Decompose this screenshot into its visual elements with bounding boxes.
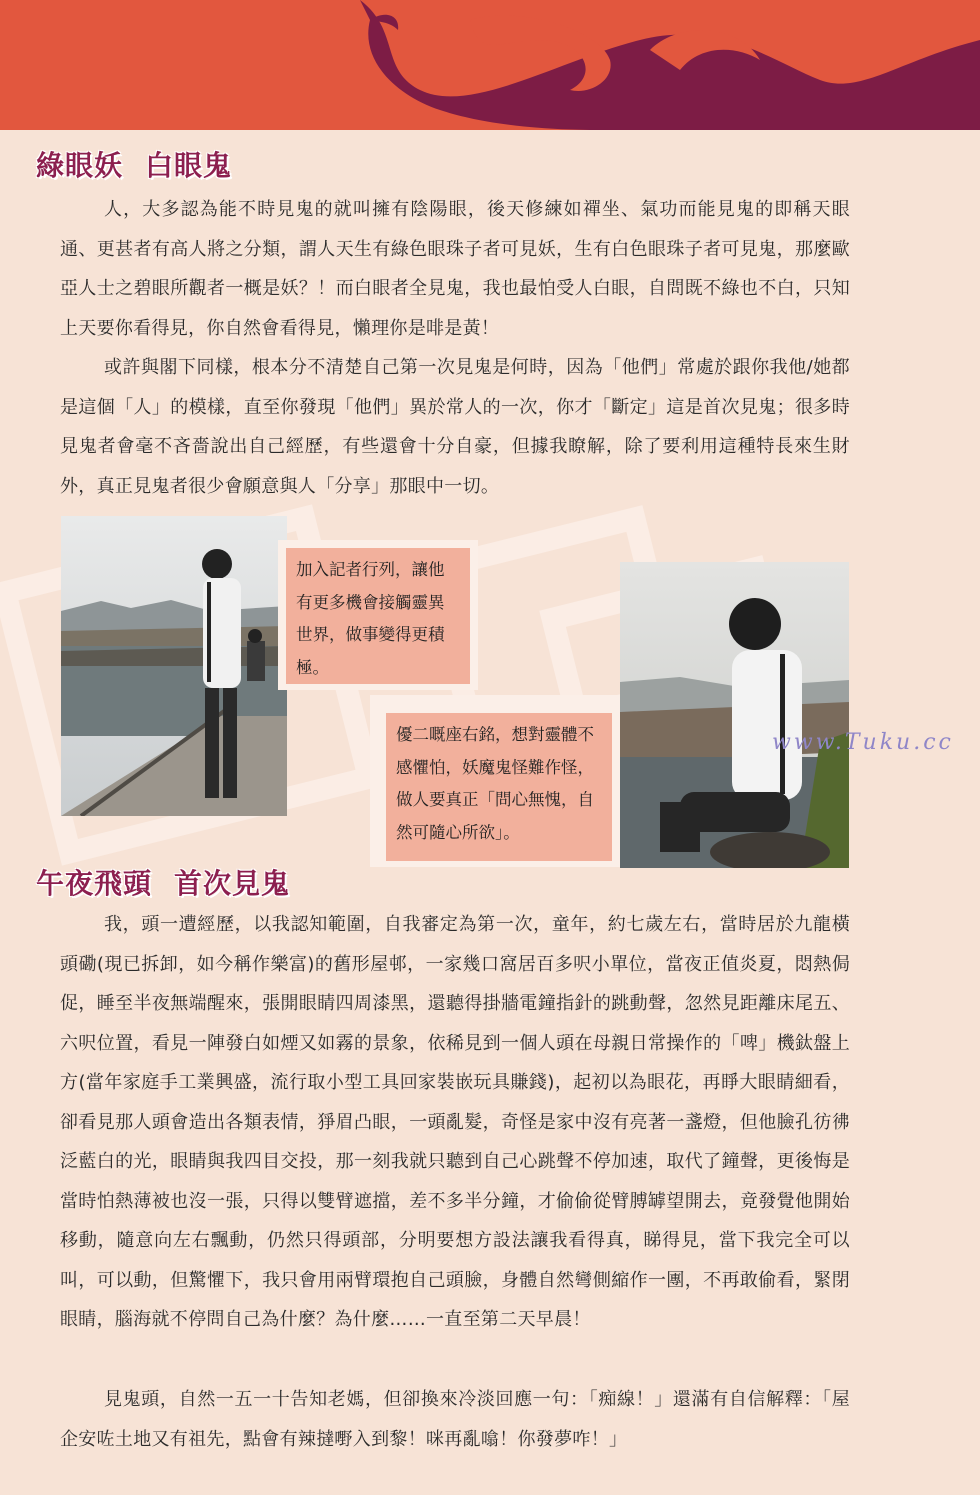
header-banner bbox=[0, 0, 980, 130]
section2-paragraph-1: 我，頭一遭經歷，以我認知範圍，自我審定為第一次，童年，約七歲左右，當時居於九龍橫頭磡(現已拆卸，如今稱作樂富)的舊形屋邨，一家幾口窩居百多呎小單位，當夜正值炎夏，悶熱侷促，睡至半夜無端醒來，張開眼睛四周漆黑，還聽得掛牆電鐘指針的跳動聲，忽然見距離床尾五、六呎位置，看見一陣發白如煙又如霧的景象，依稀見到一個人頭在母親日常操作的「啤」機鈦盤上方(當年家庭手工業興盛，流行取小型工具回家裝嵌玩具賺錢)，起初以為眼花，再睜大眼睛細看，卻看見那人頭會造出各類表情，猙眉凸眼，一頭亂髮，奇怪是家中沒有亮著一盞燈，但他臉孔彷彿泛藍白的光，眼睛與我四目交投，那一刻我就只聽到自己心跳聲不停加速，取代了鐘聲，更後悔是當時怕熱薄被也沒一張，只得以雙臂遮擋，差不多半分鐘，才偷偷從臂膊罅望開去，竟發覺他開始移動，隨意向左右飄動，仍然只得頭部，分明要想方設法讓我看得真，睇得見，當下我完全可以叫，可以動，但驚懼下，我只會用兩臂環抱自己頭臉，身體自然彎側縮作一團，不再敢偷看，緊閉眼睛，腦海就不停問自己為什麼？為什麼……一直至第二天早晨！ bbox=[60, 914, 850, 1330]
section1-paragraph-1: 人，大多認為能不時見鬼的就叫擁有陰陽眼，後天修練如禪坐、氣功而能見鬼的即稱天眼通、更甚者有高人將之分類，謂人天生有綠色眼珠子者可見妖，生有白色眼珠子者可見鬼，那麼歐亞人士之碧眼所觀者一概是妖？！而白眼者全見鬼，我也最怕受人白眼，自問既不綠也不白，只知上天要你看得見，你自然會看得見，懶理你是啡是黃！ bbox=[60, 199, 850, 339]
caption-2: 優二嘅座右銘，想對靈體不感懼怕，妖魔鬼怪難作怪，做人要真正「問心無愧，自然可隨心所欲」。 bbox=[386, 713, 612, 861]
section1-heading-a: 綠眼妖 bbox=[36, 149, 124, 182]
photo-man-by-water bbox=[61, 516, 287, 816]
section1-paragraph-2: 或許與閣下同樣，根本分不清楚自己第一次見鬼是何時，因為「他們」常處於跟你我他/她都是這個「人」的模樣，直至你發現「他們」異於常人的一次，你才「斷定」這是首次見鬼；很多時見鬼者會毫不吝嗇說出自己經歷，有些還會十分自豪，但據我瞭解，除了要利用這種特長來生財外，真正見鬼者很少會願意與人「分享」那眼中一切。 bbox=[60, 357, 850, 497]
photo-man-sitting bbox=[620, 562, 849, 868]
section1-heading-b: 白眼鬼 bbox=[145, 149, 233, 182]
caption-1: 加入記者行列，讓他有更多機會接觸靈異世界，做事變得更積極。 bbox=[286, 548, 470, 684]
section2-heading bbox=[36, 862, 290, 902]
section2-heading-a: 午夜飛頭 bbox=[36, 867, 153, 900]
watermark: www.Tuku.cc bbox=[772, 730, 954, 755]
section1-heading bbox=[36, 144, 232, 184]
section2-paragraph-2: 見鬼頭，自然一五一十告知老媽，但卻換來冷淡回應一句：「痴線！」還滿有自信解釋：「屋企安咗土地又有祖先，點會有辣撻嘢入到黎！咪再亂噏！你發夢咋！」 bbox=[60, 1389, 850, 1450]
section2-heading-b: 首次見鬼 bbox=[174, 867, 291, 900]
